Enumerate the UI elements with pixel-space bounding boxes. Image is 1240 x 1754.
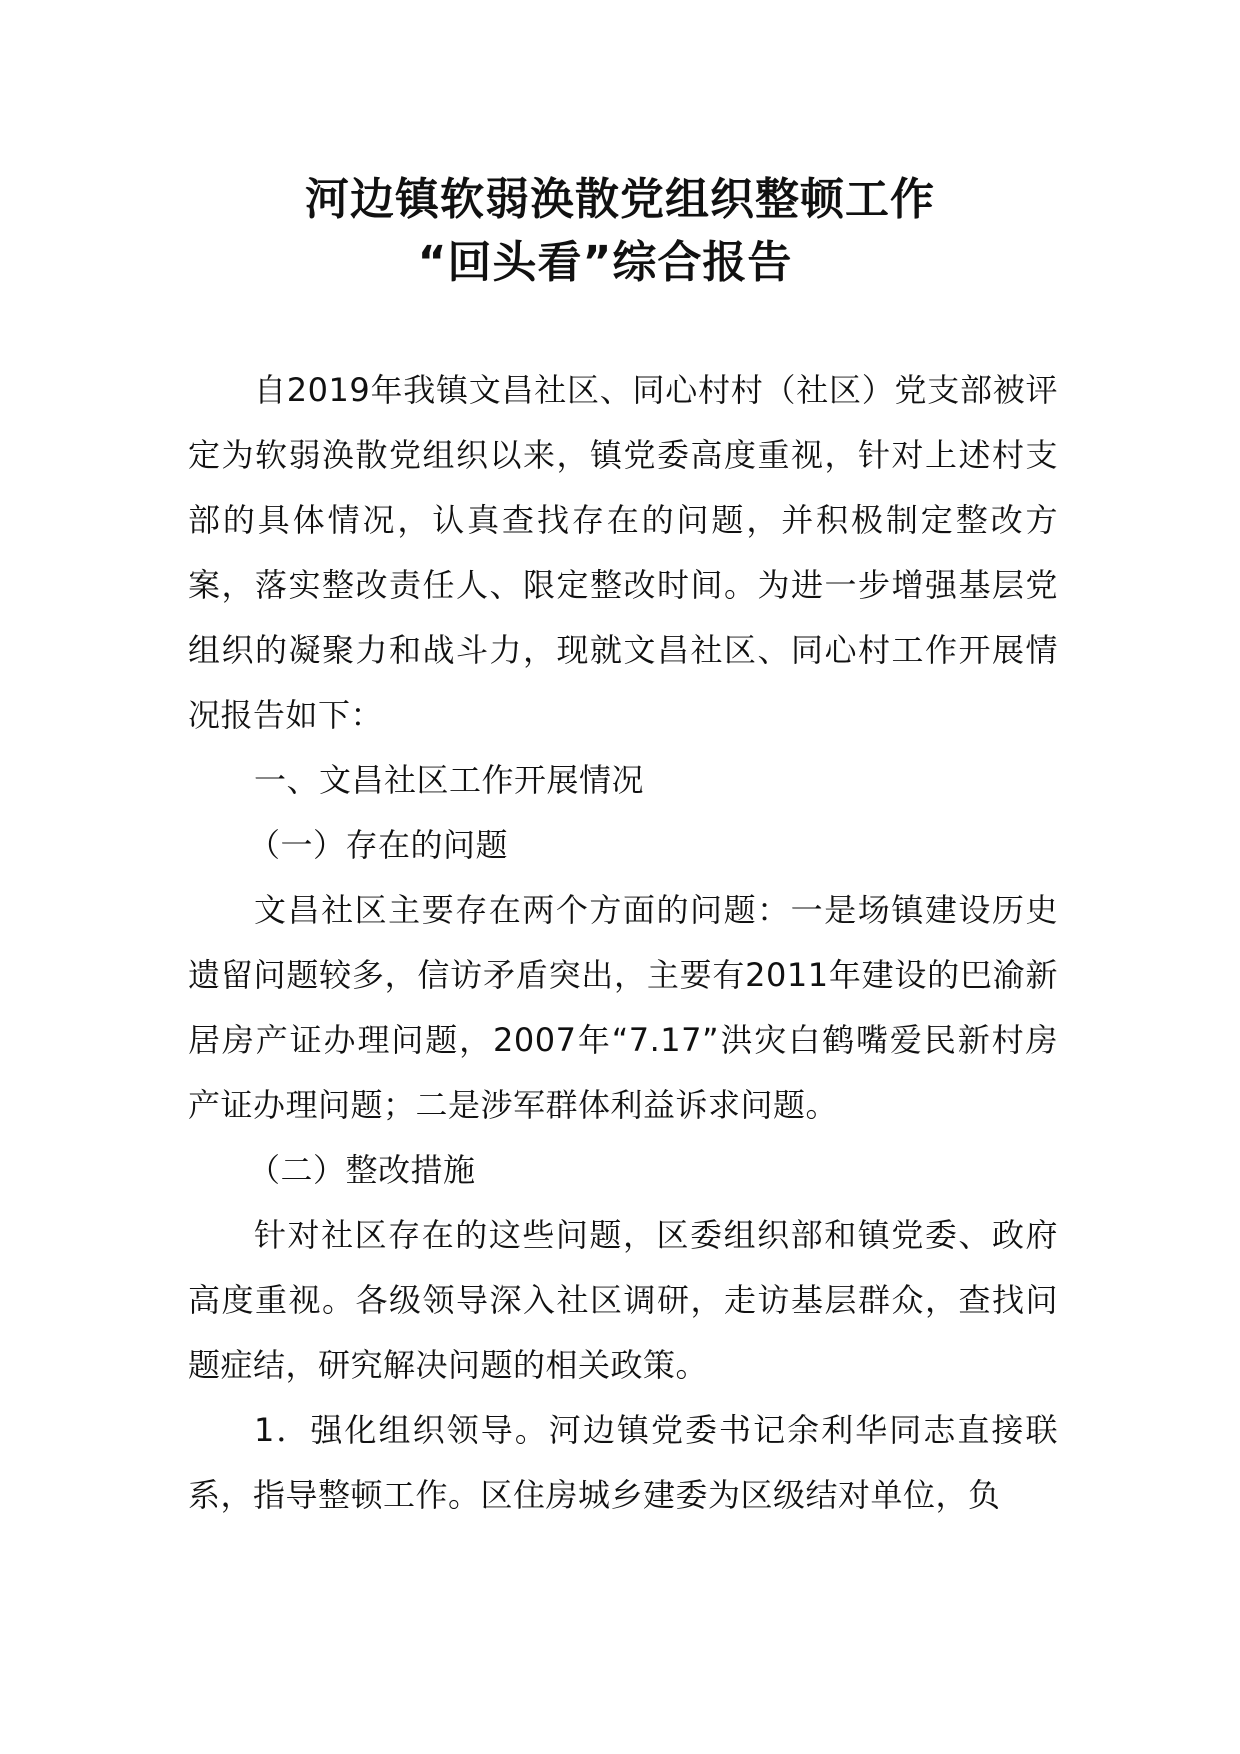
section-1-heading: 一、文昌社区工作开展情况 <box>254 761 645 799</box>
document-title <box>0 168 1240 294</box>
document-body <box>188 358 1058 1528</box>
subsection-1-heading: （一）存在的问题 <box>248 826 509 864</box>
subsection-1-paragraph: 文昌社区主要存在两个方面的问题：一是场镇建设历史遗留问题较多，信访矛盾突出，主要有2011年建设的巴渝新居房产证办理问题，2007年“7.17”洪灾白鹤嘴爱民新村房产证办理问题；二是涉军群体利益诉求问题。 <box>188 891 1058 1124</box>
title-line-2: “回头看”综合报告 <box>417 237 793 288</box>
subsection-2-heading: （二）整改措施 <box>248 1151 476 1189</box>
intro-paragraph: 自2019年我镇文昌社区、同心村村（社区）党支部被评定为软弱涣散党组织以来，镇党委高度重视，针对上述村支部的具体情况，认真查找存在的问题，并积极制定整改方案，落实整改责任人、限定整改时间。为进一步增强基层党组织的凝聚力和战斗力，现就文昌社区、同心村工作开展情况报告如下： <box>188 371 1058 734</box>
title-line-1: 河边镇软弱涣散党组织整顿工作 <box>305 174 935 225</box>
subsection-2-paragraph: 针对社区存在的这些问题，区委组织部和镇党委、政府高度重视。各级领导深入社区调研，走访基层群众，查找问题症结，研究解决问题的相关政策。 <box>188 1216 1058 1384</box>
item-1-paragraph: 1．强化组织领导。河边镇党委书记余利华同志直接联系，指导整顿工作。区住房城乡建委为区级结对单位，负 <box>188 1411 1058 1514</box>
